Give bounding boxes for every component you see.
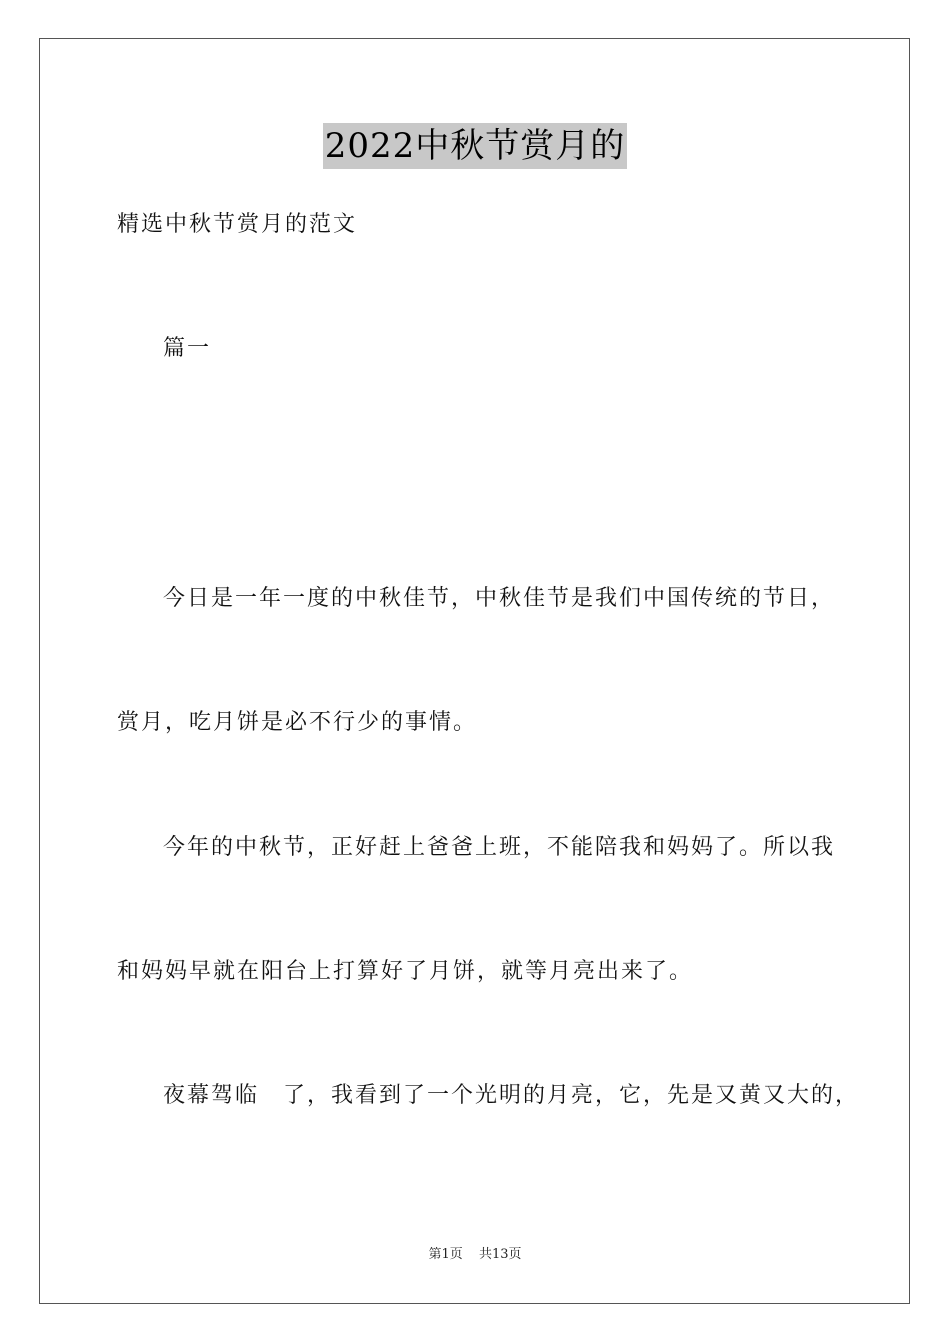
page-footer bbox=[0, 1246, 950, 1264]
title-container bbox=[0, 123, 950, 169]
page-number: 第1页 bbox=[428, 1247, 463, 1262]
document-title: 2022中秋节赏月的 bbox=[323, 123, 628, 169]
paragraph-line: 夜幕驾临 了，我看到了一个光明的月亮，它，先是又黄又大的， bbox=[163, 1083, 860, 1108]
page-total: 共13页 bbox=[478, 1247, 522, 1262]
paragraph-line: 今日是一年一度的中秋佳节，中秋佳节是我们中国传统的节日， bbox=[163, 586, 836, 611]
paragraph-line: 和妈妈早就在阳台上打算好了月饼，就等月亮出来了。 bbox=[117, 959, 694, 984]
paragraph-line: 赏月，吃月饼是必不行少的事情。 bbox=[117, 710, 478, 735]
paragraph-line: 今年的中秋节，正好赶上爸爸上班，不能陪我和妈妈了。所以我 bbox=[163, 835, 836, 860]
section-heading: 篇一 bbox=[163, 336, 212, 361]
document-subtitle: 精选中秋节赏月的范文 bbox=[117, 212, 358, 237]
